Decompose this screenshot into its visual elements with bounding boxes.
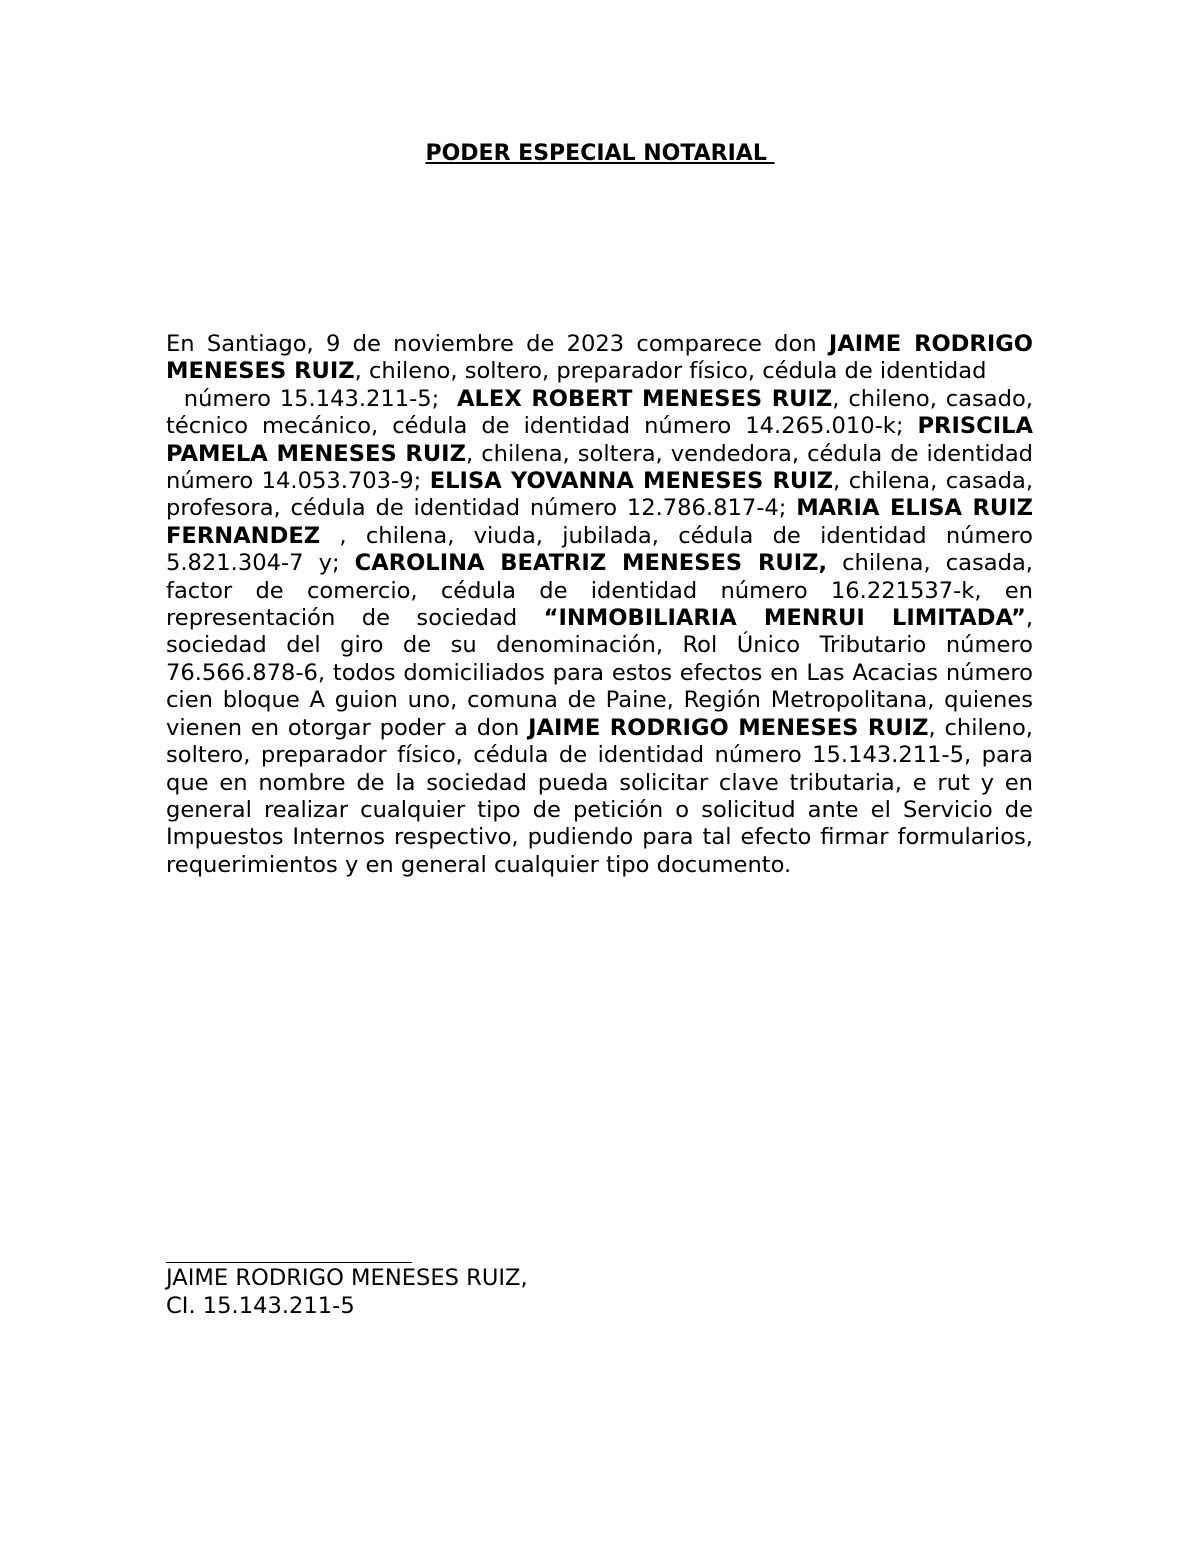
company-name: “INMOBILIARIA MENRUI LIMITADA” [543,605,1026,632]
signature-line [166,1262,412,1263]
name-jaime: JAIME RODRIGO MENESES RUIZ [166,331,1033,385]
name-attorney: JAIME RODRIGO MENESES RUIZ [528,714,929,741]
document-title [0,140,1200,168]
document-body [166,331,1033,879]
name-maria: MARIA ELISA RUIZ FERNANDEZ [166,495,1033,549]
signature-name: JAIME RODRIGO MENESES RUIZ, [166,1265,528,1291]
text-priscila-details: , chilena, soltera, vendedora, cédula de identidad número 14.053.703-9; [166,440,1034,495]
text-company-details: , sociedad del giro de su denominación, Rol Único Tributario número 76.566.878-6, todos domiciliados para estos efectos en Las Acacias número cien bloque A guion uno, comuna de Paine, Región Metropolitana, quienes vienen en otorgar poder a don [166,605,1033,741]
body-paragraph-first-line [166,331,1033,386]
text-power-details: , chileno, soltero, preparador físico, cédula de identidad número 15.143.211-5, para que en nombre de la sociedad pueda solicitar clave tributaria, e rut y en general realizar cualquier tipo de petición o solicitud ante el Servicio de Impuestos Internos respectivo, pudiendo para tal efecto firmar formularios, requerimientos y en general cualquier tipo documento. [166,714,1033,878]
document-title-text: PODER ESPECIAL NOTARIAL [425,141,775,166]
text-elisa-details: , chilena, casada, profesora, cédula de identidad número 12.786.817-4; [166,468,1034,522]
text-jaime-details: , chileno, soltero, preparador físico, cédula de identidad [354,358,987,385]
text-intro: En Santiago, 9 de noviembre de 2023 comparece don [166,331,829,357]
name-carolina: CAROLINA BEATRIZ MENESES RUIZ, [354,550,828,577]
name-priscila: PRISCILA PAMELA MENESES RUIZ [166,413,1033,467]
signature-ci: CI. 15.143.211-5 [166,1293,355,1319]
name-alex: ALEX ROBERT MENESES RUIZ [457,385,833,412]
text-alex-details: , chileno, casado, técnico mecánico, cédula de identidad número 14.265.010-k; [166,385,1033,440]
body-paragraph-rest [166,386,1033,879]
text-carolina-details: chilena, casada, factor de comercio, cédula de identidad número 16.221537-k, en representación de sociedad [166,550,1033,632]
text-maria-details: , chilena, viuda, jubilada, cédula de identidad número 5.821.304-7 y; [166,522,1033,577]
text-jaime-id: número 15.143.211-5; [166,385,458,412]
name-elisa: ELISA YOVANNA MENESES RUIZ [429,468,833,495]
